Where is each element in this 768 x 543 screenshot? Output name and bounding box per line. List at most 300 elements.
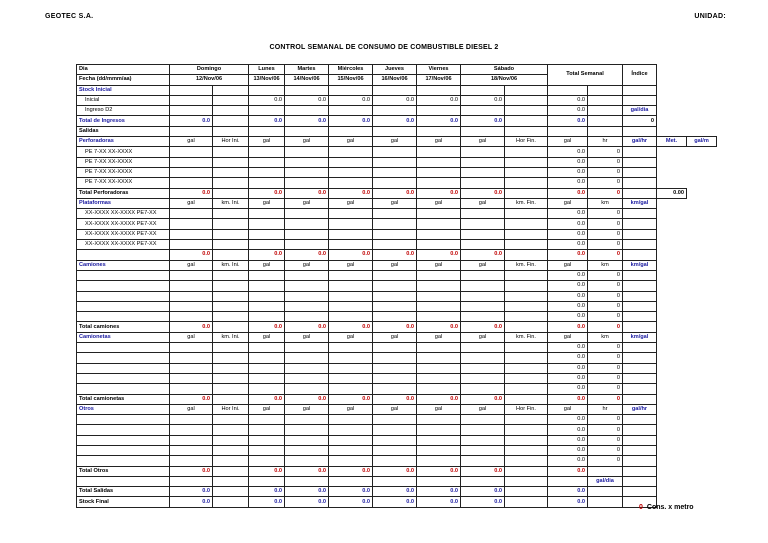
cell: hr [588,404,623,414]
cell: 0 [588,147,623,157]
empty-cell [213,229,249,239]
item-label: XX-XXXX XX-XXXX PE7-XX [77,229,170,239]
empty-cell [657,126,687,136]
empty-cell [687,363,717,373]
empty-cell [285,106,329,116]
empty-cell [285,343,329,353]
empty-cell [505,188,548,198]
empty-cell [170,456,213,466]
unit-gal: gal [548,404,588,414]
day-total: 0.0 [249,322,285,332]
empty-cell [505,456,548,466]
row-camionetas [77,332,717,342]
empty-cell [373,147,417,157]
empty-cell [417,106,461,116]
empty-cell [687,343,717,353]
cell: 0 [588,373,623,383]
empty-cell [505,126,548,136]
cell: 0 [588,394,623,404]
cell: 0 [588,322,623,332]
day-date: 18/Nov/06 [461,75,548,85]
indice-header: Índice [623,65,657,86]
empty-cell [373,301,417,311]
empty-cell [588,116,623,126]
empty-cell [687,188,717,198]
cell: 0 [588,281,623,291]
cell: 0 [588,425,623,435]
empty-cell [687,404,717,414]
empty-cell [505,497,548,507]
row-plat-item [77,209,717,219]
day-total: 0.0 [285,188,329,198]
stock-final-label: Stock Final [77,497,170,507]
empty-cell [329,415,373,425]
cell: 0.0 [548,281,588,291]
empty-cell [373,270,417,280]
cell: 0.0 [548,445,588,455]
unit-gal: gal [548,137,588,147]
row-inicial [77,95,717,105]
empty-cell [249,240,285,250]
cell: 0.0 [548,312,588,322]
empty-cell [329,384,373,394]
row-total-plataformas [77,250,717,260]
empty-cell [249,384,285,394]
unit-gal: gal [329,260,373,270]
empty-cell [417,178,461,188]
empty-cell [461,240,505,250]
cell: 0 [588,167,623,177]
empty-cell [249,301,285,311]
empty-cell [213,363,249,373]
empty-cell [623,322,657,332]
row-camioneta-item [77,353,717,363]
empty-cell [461,157,505,167]
empty-cell [623,270,657,280]
unit-gal: gal [249,332,285,342]
day-total: 0.0 [285,466,329,476]
day-name: Domingo [170,65,249,75]
empty-cell [213,106,249,116]
empty-cell [417,219,461,229]
row-total-otros [77,466,717,476]
empty-cell [170,445,213,455]
empty-cell [285,209,329,219]
day-total: 0.0 [373,487,417,497]
empty-cell [505,240,548,250]
empty-cell [285,219,329,229]
empty-cell [687,466,717,476]
unit-gal: gal [373,137,417,147]
day-total: 0.0 [285,394,329,404]
empty-cell [657,106,687,116]
empty-cell [213,167,249,177]
empty-cell [213,384,249,394]
empty-cell [623,95,657,105]
cell: 0 [588,435,623,445]
empty-cell [77,373,170,383]
empty-cell [623,487,657,497]
cell: km. Ini. [213,332,249,342]
empty-cell [687,415,717,425]
day-total: 0.0 [373,188,417,198]
total-ingresos-label: Total de Ingresos [77,116,170,126]
empty-cell [249,209,285,219]
empty-cell [170,415,213,425]
empty-cell [77,425,170,435]
item-label: PE 7-XX XX-XXXX [77,178,170,188]
empty-cell [505,322,548,332]
row-camionetas-label: Camionetas [77,332,170,342]
cell: 0.0 [548,466,588,476]
empty-cell [623,281,657,291]
empty-cell [249,178,285,188]
empty-cell [461,425,505,435]
empty-cell [285,373,329,383]
empty-cell [249,229,285,239]
empty-cell [505,106,548,116]
row-camiones [77,260,717,270]
cell: 0.0 [548,384,588,394]
empty-cell [687,106,717,116]
cell: 0 [588,178,623,188]
empty-cell [657,147,687,157]
row-camiones-label: Camiones [77,260,170,270]
cell: 0.0 [548,229,588,239]
empty-cell [213,219,249,229]
empty-cell [170,301,213,311]
day-name: Lunes [249,65,285,75]
empty-cell [505,116,548,126]
empty-cell [657,373,687,383]
empty-cell [285,425,329,435]
cell: 0.0 [548,291,588,301]
row-otros-item [77,435,717,445]
unit-gal: gal [249,404,285,414]
empty-cell [687,456,717,466]
empty-cell [588,106,623,116]
empty-cell [373,415,417,425]
empty-cell [170,178,213,188]
empty-cell [213,487,249,497]
row-camion-item [77,281,717,291]
item-label: XX-XXXX XX-XXXX PE7-XX [77,240,170,250]
empty-cell [657,301,687,311]
empty-cell [329,229,373,239]
empty-cell [213,415,249,425]
cell: 0.0 [548,487,588,497]
empty-cell [505,435,548,445]
empty-cell [373,167,417,177]
empty-cell [687,435,717,445]
empty-cell [249,353,285,363]
row-perf-item [77,167,717,177]
day-total: 0.0 [249,466,285,476]
unit-gal: gal [548,260,588,270]
day-date: 12/Nov/06 [170,75,249,85]
empty-cell [657,445,687,455]
empty-cell [213,147,249,157]
empty-cell [170,476,213,486]
empty-cell [687,147,717,157]
empty-cell [657,65,687,75]
empty-cell [687,219,717,229]
empty-cell [329,363,373,373]
empty-cell [417,456,461,466]
row-perf-item [77,157,717,167]
unit-gal: gal [285,198,329,208]
empty-cell [623,373,657,383]
empty-cell [623,394,657,404]
empty-cell [329,126,373,136]
empty-cell [505,445,548,455]
cell: Hor Fin. [505,137,548,147]
empty-cell [657,157,687,167]
empty-cell [505,147,548,157]
day-name: Jueves [373,65,417,75]
day-name: Viernes [417,65,461,75]
cell: 0.0 [548,343,588,353]
stock-inicial-label: Stock Inicial [77,85,170,95]
empty-cell [657,209,687,219]
unit-gal: gal [373,198,417,208]
cell: 0.0 [548,147,588,157]
unit-gal: gal [249,137,285,147]
empty-cell [249,435,285,445]
empty-cell [249,415,285,425]
empty-cell [329,373,373,383]
empty-cell [285,291,329,301]
cell: km. Ini. [213,260,249,270]
empty-cell [657,178,687,188]
empty-cell [170,384,213,394]
empty-cell [623,425,657,435]
empty-cell [373,126,417,136]
unit-gal: gal [417,260,461,270]
empty-cell [461,167,505,177]
empty-cell [623,384,657,394]
empty-cell [505,167,548,177]
cell: 0.0 [373,95,417,105]
empty-cell [417,415,461,425]
empty-cell [687,95,717,105]
empty-cell [461,178,505,188]
unit-gal: gal [249,198,285,208]
empty-cell [461,363,505,373]
row-perforadoras-label: Perforadoras [77,137,170,147]
empty-cell [461,415,505,425]
empty-cell [417,270,461,280]
empty-cell [77,456,170,466]
empty-cell [657,219,687,229]
empty-cell [373,425,417,435]
unit-gal: gal [417,137,461,147]
empty-cell [329,106,373,116]
empty-cell [329,425,373,435]
empty-cell [285,85,329,95]
cell: 0.0 [548,116,588,126]
cell: 0 [588,415,623,425]
row-otros-item [77,425,717,435]
empty-cell [249,445,285,455]
row-ingreso [77,106,717,116]
empty-cell [285,456,329,466]
empty-cell [373,353,417,363]
empty-cell [329,301,373,311]
day-total: 0.0 [461,394,505,404]
empty-cell [417,476,461,486]
cell: km [588,332,623,342]
day-date: 15/Nov/06 [329,75,373,85]
empty-cell [657,116,687,126]
row-otros-item [77,456,717,466]
empty-cell [249,147,285,157]
empty-cell [687,65,717,75]
empty-cell [77,250,170,260]
unit-gal: gal [461,260,505,270]
unit-gal: gal [373,404,417,414]
empty-cell [213,209,249,219]
row-camion-item [77,270,717,280]
empty-cell [213,188,249,198]
empty-cell [170,229,213,239]
empty-cell [687,281,717,291]
empty-cell [170,281,213,291]
unit-gal: gal [548,198,588,208]
empty-cell [657,476,687,486]
day-total: 0.0 [329,188,373,198]
empty-cell [77,301,170,311]
empty-cell [461,456,505,466]
empty-cell [373,363,417,373]
empty-cell [285,229,329,239]
empty-cell [687,126,717,136]
empty-cell [285,312,329,322]
empty-cell [77,343,170,353]
unit-gal: gal [373,260,417,270]
unit-gal: gal [285,137,329,147]
empty-cell [505,312,548,322]
empty-cell [285,476,329,486]
day-total: 0.0 [417,250,461,260]
empty-cell [329,312,373,322]
row-otros-item [77,415,717,425]
row-otros-item [77,445,717,455]
empty-cell [657,456,687,466]
empty-cell [687,209,717,219]
cell: 0.0 [548,425,588,435]
day-total: 0.0 [329,466,373,476]
cell: 0.0 [548,373,588,383]
empty-cell [213,301,249,311]
empty-cell [687,291,717,301]
empty-cell [285,281,329,291]
unit-met: Met. [657,137,687,147]
empty-cell [687,167,717,177]
empty-cell [417,281,461,291]
unit-gal: gal [285,260,329,270]
empty-cell [461,301,505,311]
cell: 0 [588,312,623,322]
empty-cell [77,281,170,291]
unit-gal: gal [249,260,285,270]
empty-cell [249,281,285,291]
empty-cell [213,85,249,95]
row-camion-item [77,312,717,322]
empty-cell [657,322,687,332]
cell: 0 [623,116,657,126]
empty-cell [461,147,505,157]
empty-cell [657,281,687,291]
empty-cell [657,270,687,280]
empty-cell [213,240,249,250]
empty-cell [505,363,548,373]
empty-cell [461,209,505,219]
empty-cell [417,301,461,311]
empty-cell [623,312,657,322]
empty-cell [170,147,213,157]
empty-cell [687,116,717,126]
empty-cell [657,353,687,363]
salidas-label: Salidas [77,126,170,136]
empty-cell [213,281,249,291]
empty-cell [77,353,170,363]
day-total: 0.0 [329,250,373,260]
day-date: 13/Nov/06 [249,75,285,85]
cell: 0 [588,384,623,394]
empty-cell [505,343,548,353]
row-stock-inicial [77,85,717,95]
empty-cell [657,425,687,435]
empty-cell [329,219,373,229]
empty-cell [687,178,717,188]
empty-cell [657,332,687,342]
cell: 0.0 [548,95,588,105]
empty-cell [329,270,373,280]
empty-cell [373,373,417,383]
empty-cell [170,373,213,383]
empty-cell [249,425,285,435]
cell: 0.0 [548,106,588,116]
empty-cell [213,425,249,435]
empty-cell [505,353,548,363]
cons-label: Cons. x metro [646,504,694,511]
empty-cell [461,343,505,353]
day-total: 0.0 [329,394,373,404]
unit-gal: gal [417,332,461,342]
empty-cell [213,445,249,455]
empty-cell [373,219,417,229]
empty-cell [417,240,461,250]
empty-cell [285,445,329,455]
cell: km. Fin. [505,332,548,342]
empty-cell [77,415,170,425]
empty-cell [329,147,373,157]
empty-cell [249,270,285,280]
empty-cell [170,95,213,105]
empty-cell [623,167,657,177]
empty-cell [417,363,461,373]
empty-cell [373,435,417,445]
row-total-ingresos [77,116,717,126]
empty-cell [373,456,417,466]
empty-cell [623,240,657,250]
empty-cell [373,157,417,167]
empty-cell [249,476,285,486]
empty-cell [588,497,623,507]
row-camioneta-item [77,384,717,394]
unit-gal: gal [417,198,461,208]
